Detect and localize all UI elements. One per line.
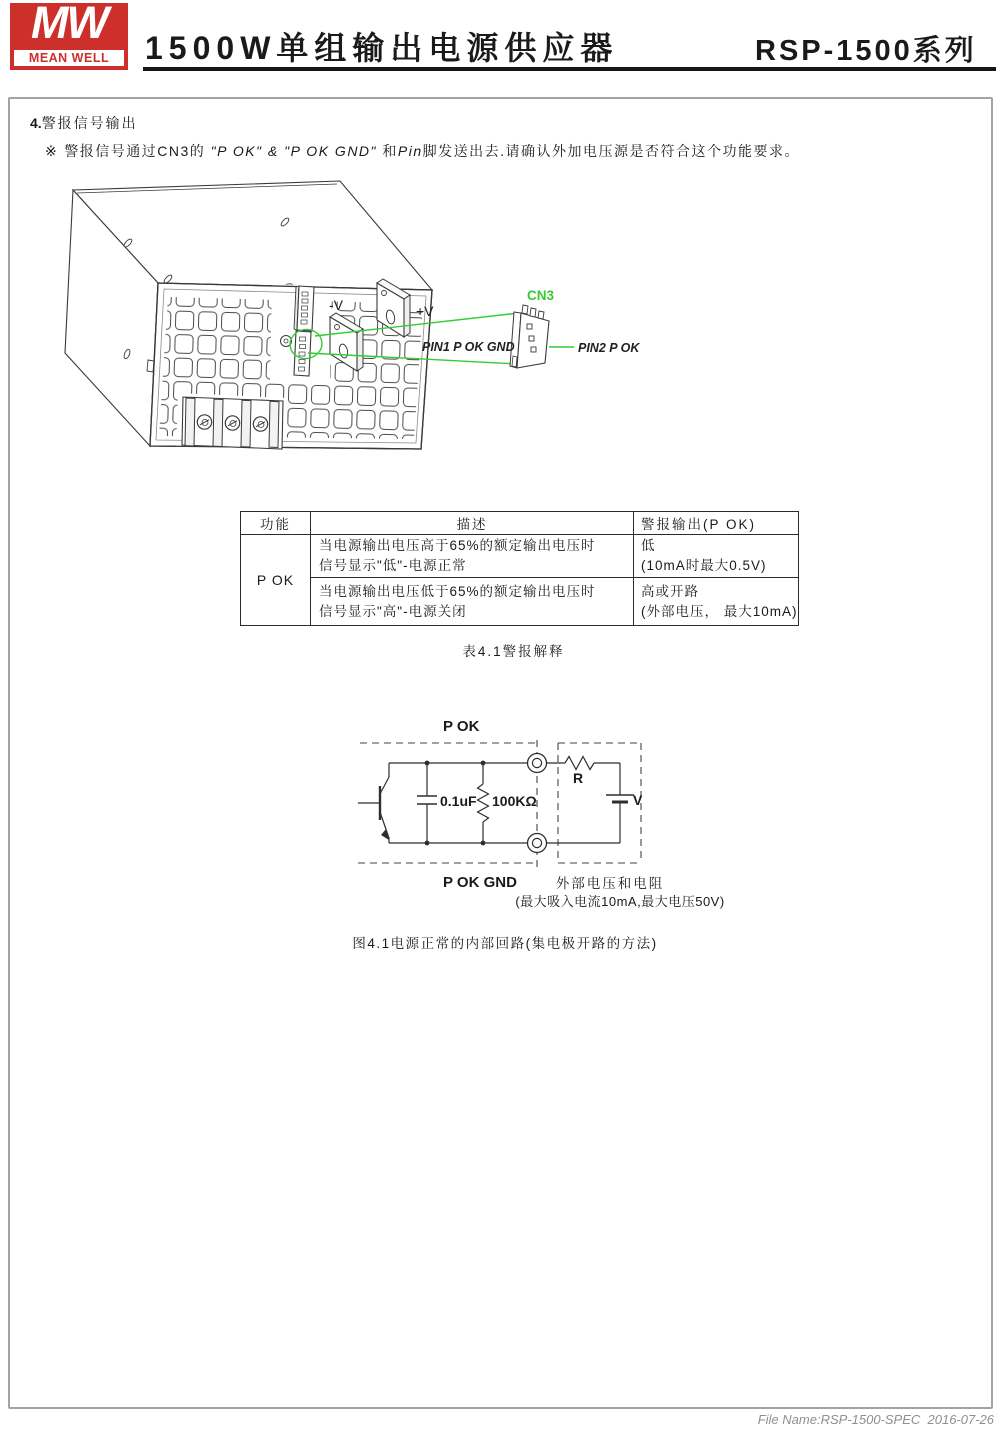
cell-output-1	[634, 535, 799, 578]
note-seg-pok: "P OK" & "P OK GND"	[210, 143, 378, 159]
desc-line: 当电源输出电压高于65%的额定输出电压时	[319, 538, 596, 553]
note-line	[45, 141, 800, 161]
label-r: R	[573, 770, 584, 786]
logo-brand-text: MEAN WELL	[28, 51, 110, 65]
header-rule	[143, 67, 996, 71]
cell-description-2	[311, 578, 634, 626]
footer-file-info: File Name:RSP-1500-SPEC 2016-07-26	[757, 1412, 994, 1427]
cell-function: P OK	[241, 535, 311, 626]
transistor	[358, 763, 389, 843]
alarm-table	[240, 511, 799, 626]
external-note-line1: 外部电压和电阻	[555, 876, 665, 891]
logo-strip	[14, 50, 124, 66]
label-pos-v: +V	[416, 303, 434, 319]
table-header-row	[241, 512, 799, 535]
cell-description-1	[311, 535, 634, 578]
label-p-ok-gnd: P OK GND	[443, 874, 517, 891]
note-seg: 脚发送出去.请确认外加电压源是否符合这个功能要求。	[422, 143, 801, 159]
external-note-line2: (最大吸入电流10mA,最大电压50V)	[515, 894, 725, 909]
output-line: 低	[641, 538, 656, 553]
series-title: RSP-1500系列	[755, 35, 977, 67]
figure-caption: 图4.1电源正常的内部回路(集电极开路的方法)	[352, 936, 658, 951]
section-number: 4.	[30, 115, 42, 131]
label-resistance: 100KΩ	[492, 793, 537, 809]
terminal-screw	[225, 416, 239, 430]
p-ok-terminal	[528, 754, 547, 773]
table-row	[241, 535, 799, 578]
note-seg: 和	[377, 143, 398, 159]
label-neg-v: -V	[329, 297, 343, 313]
label-v: V	[633, 792, 643, 808]
psu-drawing	[40, 175, 720, 485]
section-heading	[30, 113, 138, 133]
note-seg-pin: Pin	[397, 143, 423, 159]
terminal-screw	[253, 417, 267, 431]
label-cn3: CN3	[527, 288, 555, 303]
external-box	[558, 743, 641, 863]
external-circuit	[546, 757, 634, 844]
section-heading-text: 警报信号输出	[41, 115, 138, 131]
logo-mw-text: MW	[31, 0, 107, 48]
desc-line: 信号显示"低"-电源正常	[319, 558, 467, 573]
resistor-r	[565, 757, 594, 770]
label-capacitance: 0.1uF	[440, 793, 477, 809]
label-pin2: PIN2 P OK	[578, 341, 640, 355]
table-row	[241, 578, 799, 626]
output-line: (外部电压， 最大10mA)	[641, 603, 798, 619]
col-header-function: 功能	[241, 512, 311, 535]
note-seg: 警报信号通过CN3的	[64, 143, 211, 159]
label-pin1: PIN1 P OK GND	[422, 340, 515, 354]
label-p-ok: P OK	[443, 718, 480, 735]
p-ok-gnd-terminal	[528, 834, 547, 853]
terminal-screw	[197, 415, 211, 429]
output-line: 高或开路	[641, 583, 699, 599]
table-caption: 表4.1警报解释	[462, 644, 565, 659]
desc-line: 信号显示"高"-电源关闭	[319, 603, 467, 619]
note-marker: ※	[45, 143, 59, 159]
cell-output-2	[634, 578, 799, 626]
col-header-alarm-output: 警报输出(P OK)	[634, 512, 799, 535]
page-title: 1500W单组输出电源供应器	[145, 30, 619, 66]
col-header-description: 描述	[311, 512, 634, 535]
desc-line: 当电源输出电压低于65%的额定输出电压时	[319, 583, 596, 599]
capacitor	[417, 763, 437, 843]
cn3-connector	[510, 305, 549, 368]
voltage-source	[606, 795, 634, 802]
meanwell-logo	[10, 0, 128, 70]
resistor-100k	[478, 763, 489, 843]
terminal-block	[182, 397, 283, 449]
output-line: (10mA时最大0.5V)	[641, 558, 767, 573]
